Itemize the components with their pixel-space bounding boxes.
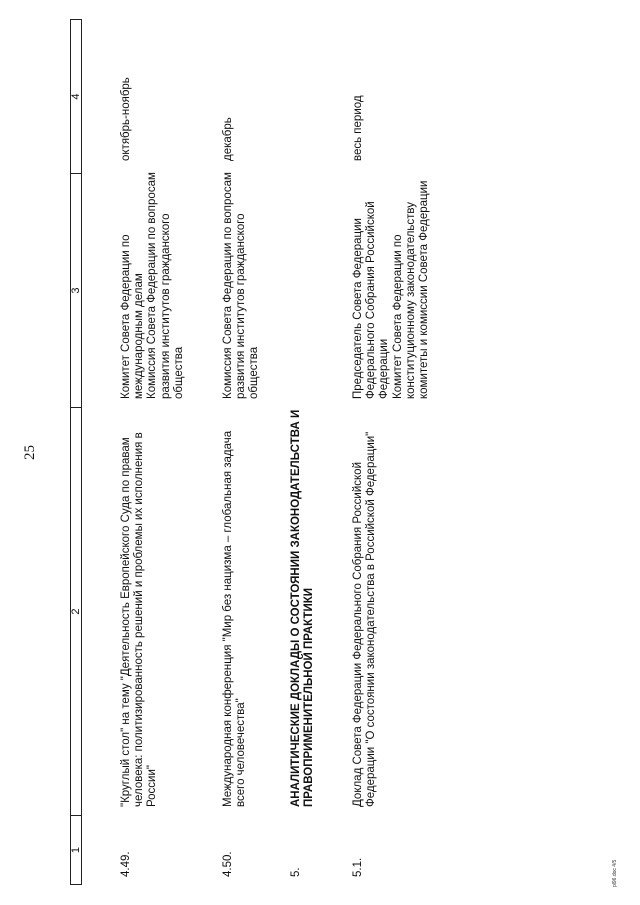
row-responsible	[352, 169, 431, 399]
row-event: "Круглый стол" на тему "Деятельность Европейского Суда по правам человека: политизированность решений и проблемы их исполнения в России"	[120, 432, 159, 807]
responsible-line: Комиссия Совета Федерации по вопросам развития институтов гражданского общества	[146, 172, 185, 399]
responsible-line: Председатель Совета Федерации Федерального Собрания Российской Федерации	[352, 201, 391, 399]
row-period: весь период	[352, 95, 364, 161]
row-period: декабрь	[222, 117, 234, 161]
page-number: 25	[22, 445, 38, 460]
row-period: октябрь-ноябрь	[120, 77, 132, 161]
row-number: 5.1.	[352, 857, 364, 877]
row-responsible	[120, 169, 186, 399]
row-responsible	[222, 169, 262, 399]
column-header-2: 2	[70, 407, 82, 816]
row-number: 4.49.	[120, 851, 132, 877]
responsible-line: Комитет Совета Федерации по конституционному законодательству	[391, 201, 417, 399]
column-header-1: 1	[70, 815, 82, 885]
responsible-line: Комиссия Совета Федерации по вопросам развития институтов гражданского общества	[222, 172, 261, 399]
responsible-line: комитеты и комиссии Совета Федерации	[418, 180, 431, 399]
section-heading: АНАЛИТИЧЕСКИЕ ДОКЛАДЫ О СОСТОЯНИИ ЗАКОНОДАТЕЛЬСТВА И ПРАВОПРИМЕНИТЕЛЬНОЙ ПРАКТИКИ	[290, 409, 316, 807]
row-event: Международная конференция "Мир без нацизма – глобальная задача всего человечества"	[222, 430, 248, 807]
row-number: 5.	[290, 867, 302, 877]
column-header-3: 3	[70, 173, 82, 408]
footer-code: pl96.doc 4/5	[612, 859, 618, 887]
responsible-line: Комитет Совета Федерации по международным делам	[120, 234, 146, 399]
row-number: 4.50.	[222, 851, 234, 877]
row-event: Доклад Совета Федерации Федерального Собрания Российской Федерации "О состоянии законодательства в Российской Федерации"	[352, 431, 378, 807]
column-header-4: 4	[70, 19, 82, 174]
